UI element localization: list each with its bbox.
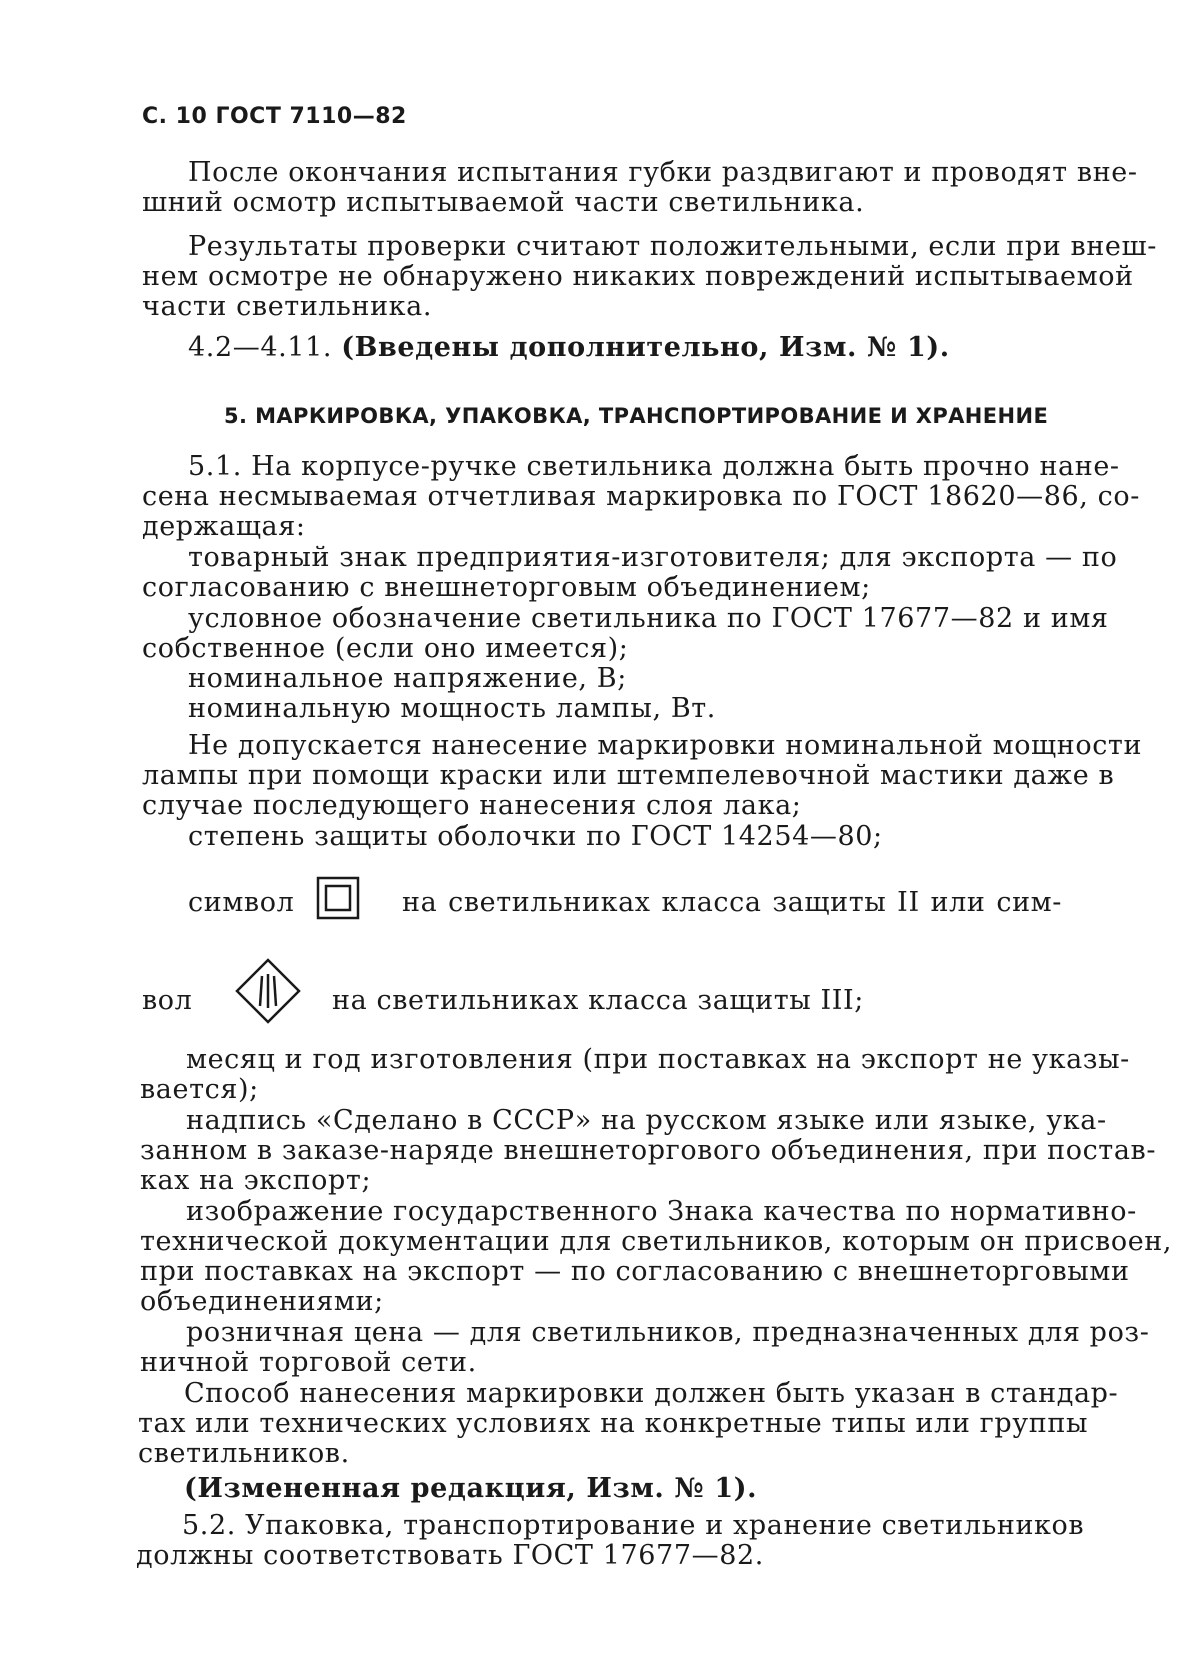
text-line: технической документации для светильников, которым он присвоен, bbox=[140, 1226, 1173, 1257]
text-line: условное обозначение светильника по ГОСТ 17677—82 и имя bbox=[188, 603, 1109, 634]
text-line: изображение государственного Знака качества по нормативно- bbox=[186, 1196, 1137, 1227]
text-line: случае последующего нанесения слоя лака; bbox=[142, 790, 802, 821]
text-line: должны соответствовать ГОСТ 17677—82. bbox=[136, 1540, 764, 1571]
text-line: тах или технических условиях на конкретные типы или группы bbox=[138, 1408, 1089, 1439]
text-line: номинальное напряжение, В; bbox=[188, 663, 627, 694]
text-line: лампы при помощи краски или штемпелевочной мастики даже в bbox=[142, 760, 1115, 791]
text-line: Не допускается нанесение маркировки номинальной мощности bbox=[188, 730, 1143, 761]
text-line: степень защиты оболочки по ГОСТ 14254—80; bbox=[188, 821, 883, 852]
page-number: С. 10 bbox=[142, 104, 208, 129]
text-line: занном в заказе-наряде внешнеторгового объединения, при постав- bbox=[140, 1135, 1157, 1166]
text-line: при поставках на экспорт — по согласованию с внешнеторговыми bbox=[140, 1256, 1130, 1287]
page-header bbox=[142, 104, 407, 129]
text-line: 5.1. На корпусе-ручке светильника должна быть прочно нане- bbox=[188, 451, 1120, 482]
section-heading: 5. МАРКИРОВКА, УПАКОВКА, ТРАНСПОРТИРОВАНИЕ И ХРАНЕНИЕ bbox=[224, 404, 1049, 428]
text-line: на светильниках класса защиты III; bbox=[332, 985, 865, 1016]
text-line: согласованию с внешнеторговым объединением; bbox=[142, 572, 871, 603]
text-line: на светильниках класса защиты II или сим- bbox=[402, 887, 1062, 918]
text-line: месяц и год изготовления (при поставках на экспорт не указы- bbox=[186, 1044, 1130, 1075]
symbol-word: вол bbox=[142, 985, 193, 1016]
double-square-icon bbox=[316, 876, 360, 920]
text-line: розничная цена — для светильников, предназначенных для роз- bbox=[186, 1317, 1150, 1348]
text-line: светильников. bbox=[138, 1438, 350, 1469]
clause-range: 4.2—4.11. bbox=[188, 332, 333, 363]
text-line: сена несмываемая отчетливая маркировка по ГОСТ 18620—86, со- bbox=[142, 481, 1140, 512]
text-line: Способ нанесения маркировки должен быть указан в стандар- bbox=[184, 1378, 1119, 1409]
text-line: 5.2. Упаковка, транспортирование и хранение светильников bbox=[182, 1510, 1085, 1541]
text-line: нем осмотре не обнаружено никаких повреждений испытываемой bbox=[142, 261, 1134, 292]
text-line: Результаты проверки считают положительными, если при внеш- bbox=[188, 231, 1157, 262]
text-line: собственное (если оно имеется); bbox=[142, 633, 629, 664]
symbol-word: символ bbox=[188, 887, 295, 918]
text-line: После окончания испытания губки раздвигают и проводят вне- bbox=[188, 157, 1138, 188]
text-line: ничной торговой сети. bbox=[140, 1347, 477, 1378]
text-line: номинальную мощность лампы, Вт. bbox=[188, 693, 716, 724]
text-line: вается); bbox=[140, 1074, 259, 1105]
text-line: ках на экспорт; bbox=[140, 1165, 372, 1196]
text-line: шний осмотр испытываемой части светильника. bbox=[142, 187, 865, 218]
text-line: товарный знак предприятия-изготовителя; для экспорта — по bbox=[188, 542, 1118, 573]
diamond-three-bars-icon bbox=[234, 957, 302, 1025]
text-line: держащая: bbox=[142, 511, 306, 542]
text-line: объединениями; bbox=[140, 1286, 384, 1317]
text-line: надпись «Сделано в СССР» на русском языке или языке, ука- bbox=[186, 1105, 1107, 1136]
amendment-note bbox=[188, 333, 950, 363]
text-line: части светильника. bbox=[142, 291, 433, 322]
standard-number: ГОСТ 7110—82 bbox=[215, 104, 407, 129]
amendment-text: (Введены дополнительно, Изм. № 1). bbox=[341, 332, 950, 363]
amendment-note: (Измененная редакция, Изм. № 1). bbox=[184, 1473, 758, 1504]
